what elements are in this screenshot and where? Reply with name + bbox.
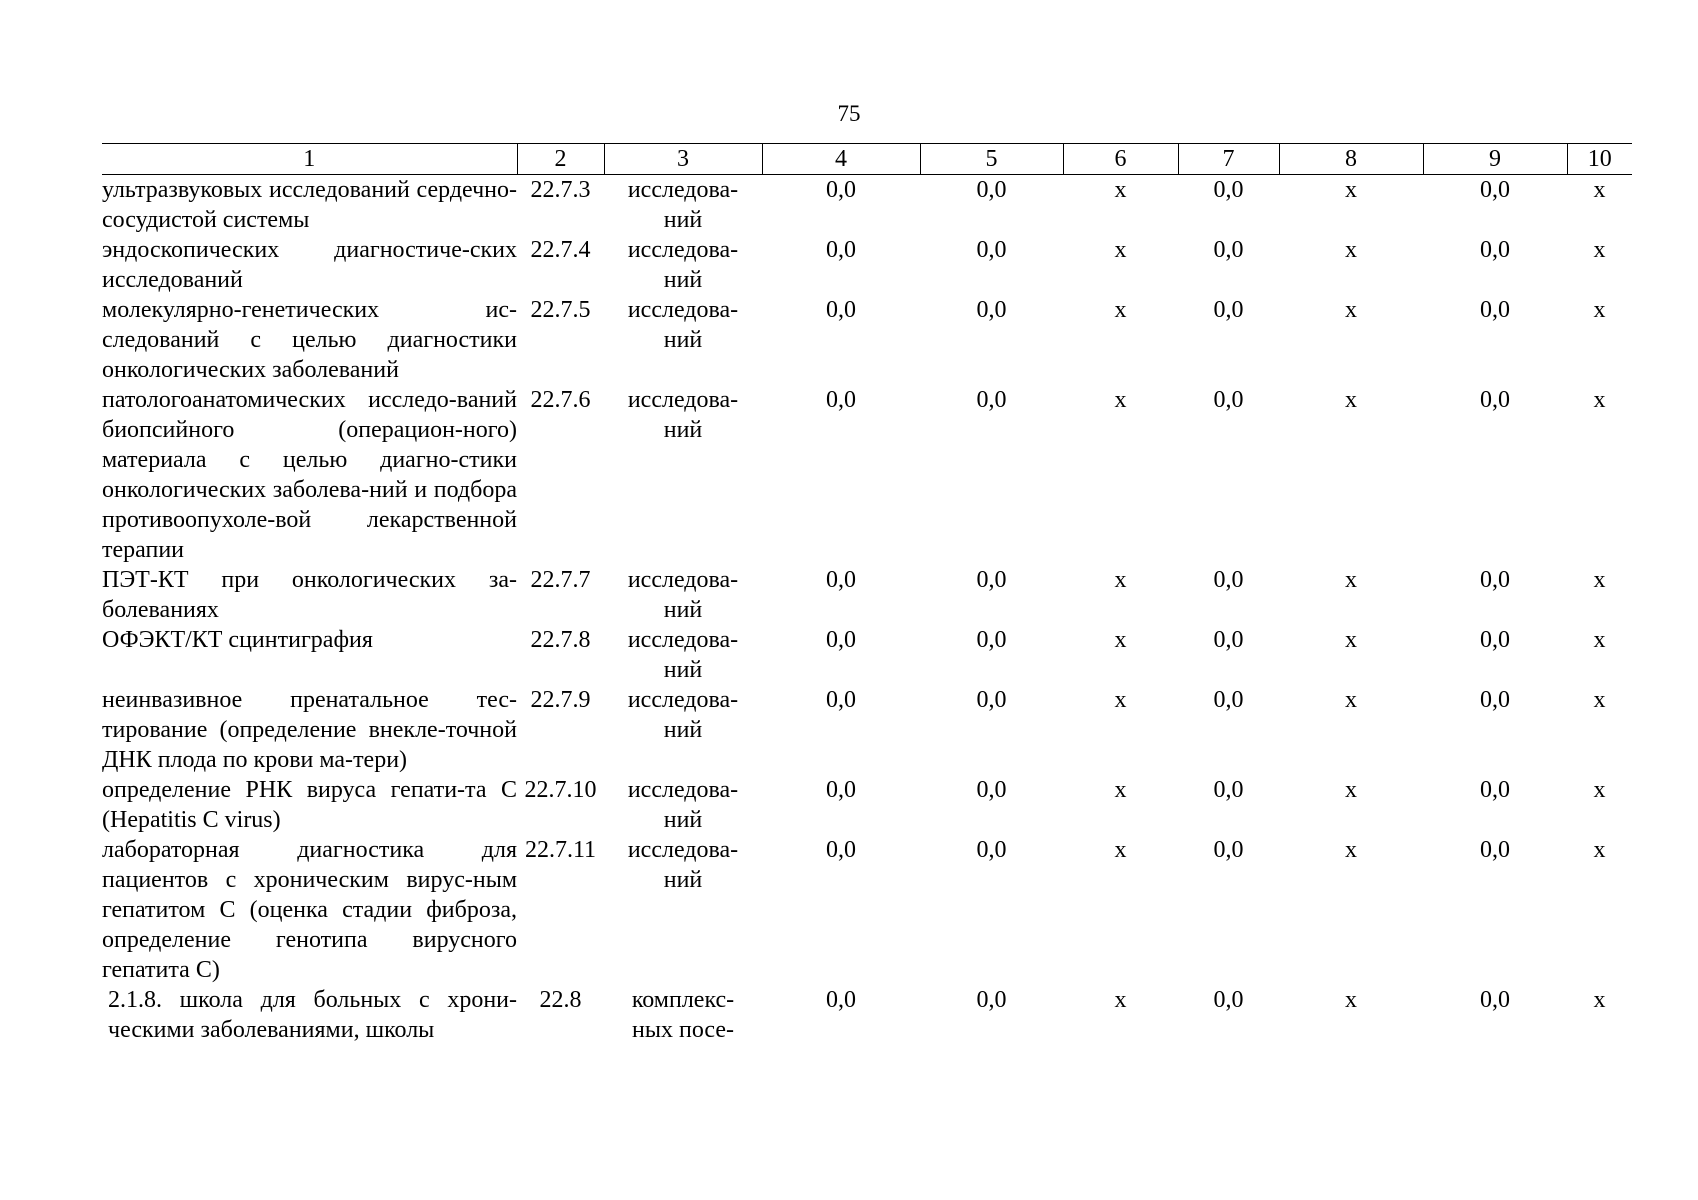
table-row — [102, 385, 1632, 565]
unit-text: исследова-ний — [627, 837, 739, 893]
row-col5-cell: 0,0 — [976, 627, 1007, 653]
row-col10-cell: х — [1593, 567, 1606, 593]
column-header-1: 1 — [102, 144, 517, 175]
page-number: 75 — [837, 101, 861, 126]
row-col7-cell: 0,0 — [1213, 567, 1244, 593]
row-name-cell: неинвазивное пренатальное тес-тирование (определение внекле-точной ДНК плода по крови ма-тери) — [102, 687, 517, 773]
row-col9-cell: 0,0 — [1480, 177, 1510, 203]
row-col5-cell: 0,0 — [976, 297, 1007, 323]
row-col5-cell: 0,0 — [976, 687, 1007, 713]
row-code-cell: 22.7.3 — [530, 177, 591, 203]
row-name-cell: ультразвуковых исследований сердечно-сосудистой системы — [102, 177, 517, 233]
row-col6-cell: х — [1114, 777, 1127, 803]
row-col9-cell: 0,0 — [1480, 297, 1510, 323]
unit-text: исследова-ний — [627, 177, 739, 233]
row-col6-cell: х — [1114, 687, 1127, 713]
column-header-6: 6 — [1063, 144, 1178, 175]
row-code-cell: 22.7.7 — [530, 567, 591, 593]
row-col7-cell: 0,0 — [1213, 687, 1244, 713]
column-header-5: 5 — [920, 144, 1063, 175]
row-col5-cell: 0,0 — [976, 387, 1007, 413]
row-col8-cell: х — [1345, 387, 1357, 413]
row-unit-cell — [604, 235, 762, 295]
column-header-9: 9 — [1423, 144, 1567, 175]
row-col7-cell: 0,0 — [1213, 837, 1244, 863]
row-col4-cell: 0,0 — [826, 687, 856, 713]
row-col4-cell: 0,0 — [826, 627, 856, 653]
row-col6-cell: х — [1114, 237, 1127, 263]
table-row — [102, 985, 1632, 1045]
row-name-cell: определение РНК вируса гепати-та С (Hepatitis С virus) — [102, 777, 517, 833]
row-col9-cell: 0,0 — [1480, 987, 1510, 1013]
row-col4-cell: 0,0 — [826, 177, 856, 203]
row-col4-cell: 0,0 — [826, 387, 856, 413]
row-col6-cell: х — [1114, 177, 1127, 203]
unit-text: исследова-ний — [627, 237, 739, 293]
row-unit-cell — [604, 565, 762, 625]
row-col5-cell: 0,0 — [976, 777, 1007, 803]
unit-text: исследова-ний — [627, 567, 739, 623]
row-col9-cell: 0,0 — [1480, 777, 1510, 803]
row-col7-cell: 0,0 — [1213, 777, 1244, 803]
row-col10-cell: х — [1593, 987, 1606, 1013]
row-name-cell: лабораторная диагностика для пациентов с хроническим вирус-ным гепатитом С (оценка стадии фиброза, определение генотипа вирусного гепатита С) — [102, 837, 517, 983]
row-col8-cell: х — [1345, 687, 1357, 713]
row-col8-cell: х — [1345, 627, 1357, 653]
row-col6-cell: х — [1114, 987, 1127, 1013]
row-code-cell: 22.7.8 — [530, 627, 591, 653]
column-header-8: 8 — [1279, 144, 1423, 175]
row-col4-cell: 0,0 — [826, 777, 856, 803]
row-col10-cell: х — [1593, 237, 1606, 263]
row-col9-cell: 0,0 — [1480, 237, 1510, 263]
row-col10-cell: х — [1593, 777, 1606, 803]
unit-text: комплекс-ных посе- — [631, 987, 735, 1043]
row-unit-cell — [604, 775, 762, 835]
row-col4-cell: 0,0 — [826, 297, 856, 323]
row-col6-cell: х — [1114, 387, 1127, 413]
row-col10-cell: х — [1593, 837, 1606, 863]
row-col5-cell: 0,0 — [976, 837, 1007, 863]
unit-text: исследова-ний — [627, 627, 739, 683]
row-col6-cell: х — [1114, 297, 1127, 323]
table-body — [102, 175, 1632, 1046]
data-table — [102, 143, 1632, 1045]
row-col8-cell: х — [1345, 987, 1357, 1013]
row-code-cell: 22.7.6 — [530, 387, 591, 413]
row-name-cell: эндоскопических диагностиче-ских исследований — [102, 237, 517, 293]
row-code-cell: 22.7.11 — [524, 837, 597, 863]
row-col10-cell: х — [1593, 177, 1606, 203]
row-unit-cell — [604, 685, 762, 775]
row-col6-cell: х — [1114, 567, 1127, 593]
row-col8-cell: х — [1345, 837, 1357, 863]
row-col4-cell: 0,0 — [826, 237, 856, 263]
row-unit-cell — [604, 295, 762, 385]
table-row — [102, 685, 1632, 775]
row-col4-cell: 0,0 — [826, 837, 856, 863]
row-col7-cell: 0,0 — [1213, 297, 1244, 323]
row-col5-cell: 0,0 — [976, 987, 1007, 1013]
column-header-7: 7 — [1178, 144, 1279, 175]
column-header-10: 10 — [1567, 144, 1632, 175]
row-col7-cell: 0,0 — [1213, 177, 1244, 203]
row-col10-cell: х — [1593, 687, 1606, 713]
row-name-cell: 2.1.8. школа для больных с хрони-ческими заболеваниями, школы — [108, 987, 517, 1043]
table-row — [102, 235, 1632, 295]
row-col9-cell: 0,0 — [1480, 687, 1510, 713]
row-col8-cell: х — [1345, 777, 1357, 803]
row-col7-cell: 0,0 — [1213, 237, 1244, 263]
row-col4-cell: 0,0 — [826, 567, 856, 593]
row-col10-cell: х — [1593, 297, 1606, 323]
row-col8-cell: х — [1345, 237, 1357, 263]
table-row — [102, 175, 1632, 236]
row-unit-cell — [604, 625, 762, 685]
row-code-cell: 22.7.5 — [530, 297, 591, 323]
table-row — [102, 835, 1632, 985]
row-col5-cell: 0,0 — [976, 177, 1007, 203]
row-col8-cell: х — [1345, 177, 1357, 203]
row-col9-cell: 0,0 — [1480, 627, 1510, 653]
row-unit-cell — [604, 835, 762, 985]
row-name-cell: патологоанатомических исследо-ваний биопсийного (операцион-ного) материала с целью диагно-стики онкологических заболева-ний и подбора противоопухоле-вой лекарственной терапии — [102, 387, 517, 563]
row-name-cell: молекулярно-генетических ис-следований с целью диагностики онкологических заболеваний — [102, 297, 517, 383]
unit-text: исследова-ний — [627, 297, 739, 353]
table-row — [102, 295, 1632, 385]
row-col6-cell: х — [1114, 837, 1127, 863]
row-unit-cell — [604, 385, 762, 565]
row-col9-cell: 0,0 — [1480, 567, 1510, 593]
row-col7-cell: 0,0 — [1213, 987, 1244, 1013]
row-col5-cell: 0,0 — [976, 237, 1007, 263]
column-header-3: 3 — [604, 144, 762, 175]
row-col9-cell: 0,0 — [1480, 387, 1510, 413]
row-col7-cell: 0,0 — [1213, 627, 1244, 653]
row-col10-cell: х — [1593, 627, 1606, 653]
row-col8-cell: х — [1345, 297, 1357, 323]
row-col10-cell: х — [1593, 387, 1606, 413]
column-number-header-row — [102, 144, 1632, 175]
row-code-cell: 22.8 — [539, 987, 582, 1013]
column-header-4: 4 — [762, 144, 920, 175]
table-row — [102, 565, 1632, 625]
row-col4-cell: 0,0 — [826, 987, 856, 1013]
row-col8-cell: х — [1345, 567, 1357, 593]
row-code-cell: 22.7.9 — [530, 687, 591, 713]
row-col7-cell: 0,0 — [1213, 387, 1244, 413]
row-name-cell: ОФЭКТ/КТ сцинтиграфия — [102, 627, 373, 653]
row-col5-cell: 0,0 — [976, 567, 1007, 593]
row-code-cell: 22.7.10 — [524, 777, 597, 803]
row-unit-cell — [604, 985, 762, 1045]
table-row — [102, 625, 1632, 685]
row-col6-cell: х — [1114, 627, 1127, 653]
unit-text: исследова-ний — [627, 387, 739, 443]
unit-text: исследова-ний — [627, 687, 739, 743]
table-row — [102, 775, 1632, 835]
row-name-cell: ПЭТ-КТ при онкологических за-болеваниях — [102, 567, 517, 623]
row-code-cell: 22.7.4 — [530, 237, 591, 263]
unit-text: исследова-ний — [627, 777, 739, 833]
column-header-2: 2 — [517, 144, 604, 175]
row-col9-cell: 0,0 — [1480, 837, 1510, 863]
row-unit-cell — [604, 175, 762, 236]
